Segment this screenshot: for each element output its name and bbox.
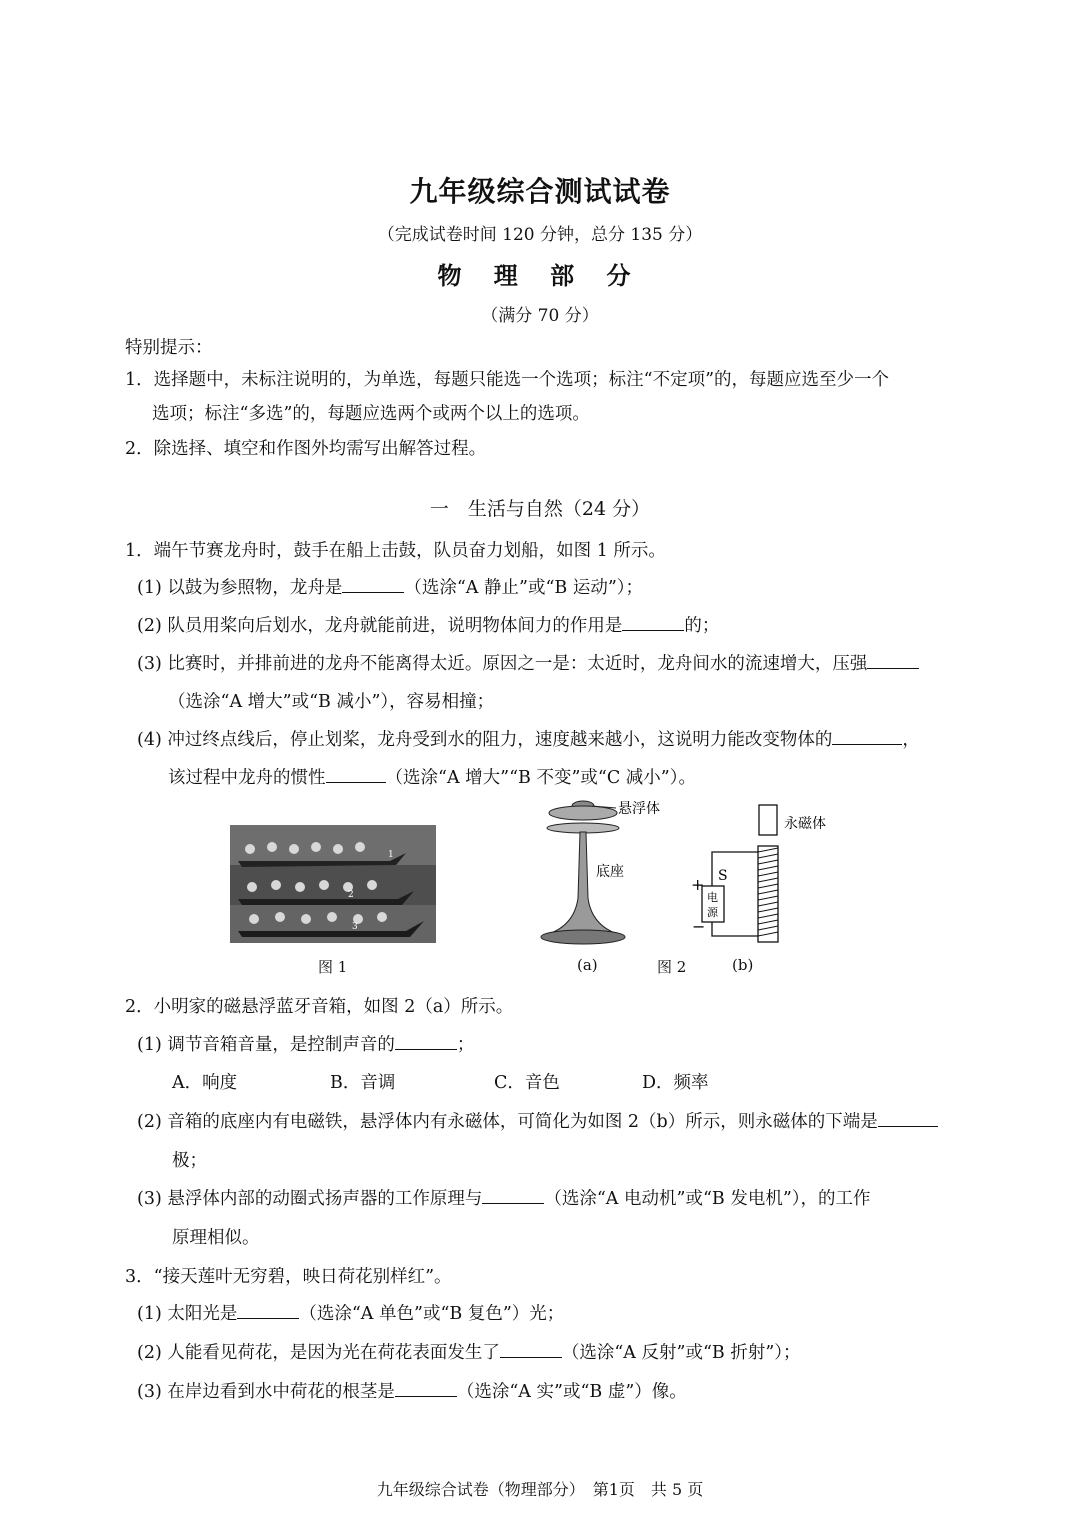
answer-blank[interactable] bbox=[326, 764, 386, 783]
note-item-1-cont: 选项；标注“多选”的，每题应选两个或两个以上的选项。 bbox=[152, 404, 590, 424]
svg-text:+: + bbox=[691, 875, 705, 894]
figure-2-caption: 图 2 bbox=[657, 958, 687, 976]
q1-part-4-cont: 该过程中龙舟的惯性 （选涂“A 增大”“B 不变”或“C 减小”）。 bbox=[168, 764, 696, 789]
q2-part-3: (3) 悬浮体内部的动圈式扬声器的工作原理与 （选涂“A 电动机”或“B 发电机”），的工作 bbox=[137, 1185, 871, 1210]
q2-part-1: (1) 调节音箱音量，是控制声音的 ； bbox=[137, 1031, 474, 1056]
q3-part-1: (1) 太阳光是 （选涂“A 单色”或“B 复色”）光； bbox=[137, 1300, 564, 1325]
svg-text:源: 源 bbox=[707, 906, 718, 919]
answer-blank[interactable] bbox=[395, 1378, 457, 1397]
q2-option-a: A．响度 bbox=[172, 1073, 238, 1093]
q1-part-4: (4) 冲过终点线后，停止划桨，龙舟受到水的阻力，速度越来越小，这说明力能改变物体的 ， bbox=[137, 726, 920, 751]
answer-blank[interactable] bbox=[867, 650, 919, 669]
note-item-2: 2．除选择、填空和作图外均需写出解答过程。 bbox=[125, 439, 487, 459]
q3-part-3: (3) 在岸边看到水中荷花的根茎是 （选涂“A 实”或“B 虚”）像。 bbox=[137, 1378, 687, 1403]
q3-stem: 3．“接天莲叶无穷碧，映日荷花别样红”。 bbox=[125, 1267, 452, 1287]
q1-part-3-cont: （选涂“A 增大”或“B 减小”），容易相撞； bbox=[168, 692, 495, 712]
svg-text:永磁体: 永磁体 bbox=[784, 816, 826, 832]
q2-part-2: (2) 音箱的底座内有电磁铁，悬浮体内有永磁体，可简化为如图 2（b）所示，则永磁体的下端是 bbox=[137, 1108, 938, 1133]
q2-part-2-cont: 极； bbox=[172, 1151, 207, 1171]
figure-2a-label: (a) bbox=[577, 956, 598, 974]
notes-heading: 特别提示： bbox=[125, 338, 213, 358]
q1-part-2: (2) 队员用桨向后划水，龙舟就能前进，说明物体间力的作用是 的； bbox=[137, 612, 719, 637]
page-footer: 九年级综合试卷（物理部分） 第1页 共 5 页 bbox=[376, 1480, 704, 1499]
svg-text:底座: 底座 bbox=[596, 864, 624, 880]
answer-blank[interactable] bbox=[342, 574, 404, 593]
figure-1-caption: 图 1 bbox=[318, 958, 348, 976]
svg-text:悬浮体: 悬浮体 bbox=[618, 801, 660, 817]
q2-option-d: D．频率 bbox=[642, 1073, 709, 1093]
answer-blank[interactable] bbox=[395, 1031, 457, 1050]
answer-blank[interactable] bbox=[832, 726, 902, 745]
part-score: （满分 70 分） bbox=[481, 306, 599, 326]
svg-text:3: 3 bbox=[352, 922, 358, 932]
q1-stem: 1．端午节赛龙舟时，鼓手在船上击鼓，队员奋力划船，如图 1 所示。 bbox=[125, 541, 666, 561]
figure-2a-levitating-speaker bbox=[540, 798, 670, 950]
svg-text:1: 1 bbox=[388, 850, 394, 860]
figure-2b-label: (b) bbox=[732, 956, 754, 974]
note-item-1: 1．选择题中，未标注说明的，为单选，每题只能选一个选项；标注“不定项”的，每题应选至少一个 bbox=[125, 370, 890, 390]
answer-blank[interactable] bbox=[878, 1108, 938, 1127]
section-title: 一 生活与自然（24 分） bbox=[429, 498, 651, 520]
svg-text:2: 2 bbox=[348, 890, 354, 900]
answer-blank[interactable] bbox=[482, 1185, 544, 1204]
svg-text:电: 电 bbox=[707, 891, 718, 904]
svg-text:S: S bbox=[718, 868, 728, 884]
q2-option-b: B．音调 bbox=[330, 1073, 396, 1093]
page-title: 九年级综合测试试卷 bbox=[409, 175, 671, 208]
svg-text:−: − bbox=[692, 917, 706, 936]
q3-part-2: (2) 人能看见荷花，是因为光在荷花表面发生了 （选涂“A 反射”或“B 折射”）； bbox=[137, 1339, 801, 1364]
q2-option-c: C．音色 bbox=[494, 1073, 560, 1093]
figure-2b-electromagnet-circuit bbox=[688, 800, 838, 948]
answer-blank[interactable] bbox=[237, 1300, 299, 1319]
q1-part-3: (3) 比赛时，并排前进的龙舟不能离得太近。原因之一是：太近时，龙舟间水的流速增大，压强 bbox=[137, 650, 919, 675]
part-title: 物 理 部 分 bbox=[437, 261, 643, 290]
exam-duration: （完成试卷时间 120 分钟，总分 135 分） bbox=[377, 225, 703, 245]
q1-part-1: (1) 以鼓为参照物，龙舟是 （选涂“A 静止”或“B 运动”）； bbox=[137, 574, 643, 599]
q2-part-3-cont: 原理相似。 bbox=[172, 1228, 260, 1248]
figure-1-dragon-boat-photo bbox=[230, 825, 436, 943]
answer-blank[interactable] bbox=[622, 612, 684, 631]
answer-blank[interactable] bbox=[500, 1339, 562, 1358]
q2-stem: 2．小明家的磁悬浮蓝牙音箱，如图 2（a）所示。 bbox=[125, 997, 514, 1017]
